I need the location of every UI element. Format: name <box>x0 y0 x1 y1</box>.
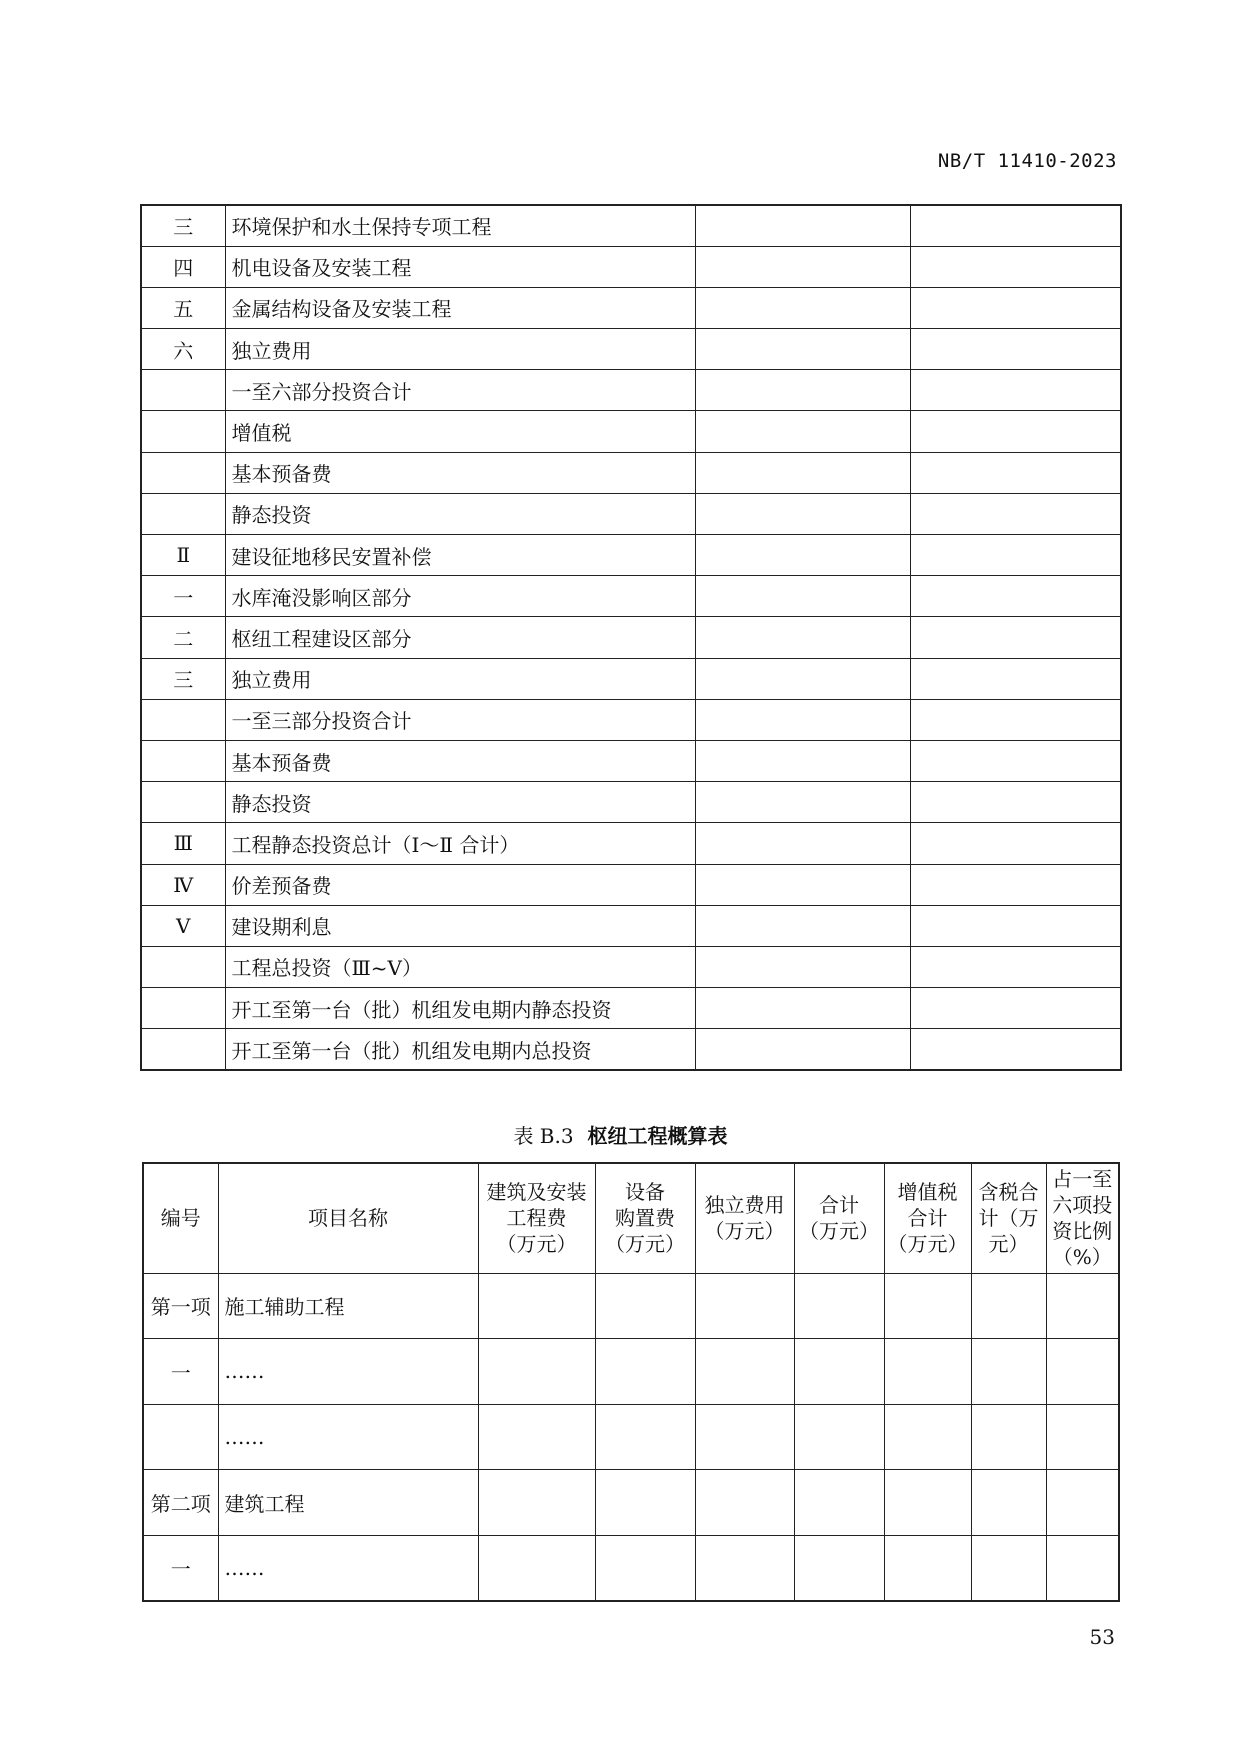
row-number <box>141 946 225 987</box>
value-cell <box>595 1535 695 1601</box>
row-item-name: 施工辅助工程 <box>218 1273 478 1339</box>
row-number <box>141 411 225 452</box>
value-cell <box>695 617 910 658</box>
value-cell <box>478 1339 595 1405</box>
value-cell <box>884 1404 971 1470</box>
table-row <box>141 535 1121 576</box>
row-item-name: …… <box>218 1339 478 1405</box>
row-number: 二 <box>141 617 225 658</box>
table-row <box>141 699 1121 740</box>
column-header-line: 建筑及安装 <box>486 1180 587 1205</box>
table-row <box>141 576 1121 617</box>
value-cell <box>1046 1535 1119 1601</box>
value-cell <box>478 1404 595 1470</box>
row-item-name: 工程静态投资总计（Ⅰ～Ⅱ 合计） <box>225 823 695 864</box>
value-cell <box>695 1470 794 1536</box>
table-row <box>143 1535 1119 1601</box>
value-cell <box>910 287 1121 328</box>
hub-project-estimate-table <box>142 1162 1120 1602</box>
value-cell <box>910 370 1121 411</box>
column-header-line: 资比例 <box>1052 1219 1113 1244</box>
row-item-name: 基本预备费 <box>225 452 695 493</box>
row-number <box>141 988 225 1029</box>
value-cell <box>910 658 1121 699</box>
row-number: Ⅳ <box>141 864 225 905</box>
row-number: 第二项 <box>143 1470 218 1536</box>
value-cell <box>695 946 910 987</box>
value-cell <box>695 535 910 576</box>
table-row <box>143 1470 1119 1536</box>
table-row <box>141 823 1121 864</box>
value-cell <box>884 1339 971 1405</box>
row-number <box>141 452 225 493</box>
row-number <box>141 1029 225 1070</box>
value-cell <box>1046 1470 1119 1536</box>
row-item-name: 建筑工程 <box>218 1470 478 1536</box>
value-cell <box>695 411 910 452</box>
row-item-name: 环境保护和水土保持专项工程 <box>225 205 695 246</box>
value-cell <box>695 782 910 823</box>
table-row <box>141 287 1121 328</box>
value-cell <box>794 1273 884 1339</box>
row-number: 四 <box>141 246 225 287</box>
value-cell <box>910 988 1121 1029</box>
value-cell <box>695 1404 794 1470</box>
value-cell <box>884 1470 971 1536</box>
page-number: 53 <box>1089 1625 1115 1649</box>
row-number <box>141 782 225 823</box>
row-item-name: 建设征地移民安置补偿 <box>225 535 695 576</box>
row-item-name: 静态投资 <box>225 493 695 534</box>
value-cell <box>695 905 910 946</box>
row-item-name: 静态投资 <box>225 782 695 823</box>
column-header-line: （万元） <box>496 1232 577 1257</box>
row-item-name: …… <box>218 1404 478 1470</box>
value-cell <box>971 1273 1046 1339</box>
value-cell <box>478 1535 595 1601</box>
column-header-line: 合计 <box>907 1206 948 1231</box>
column-header-line: 含税合 <box>978 1180 1039 1205</box>
value-cell <box>595 1404 695 1470</box>
row-number: Ⅴ <box>141 905 225 946</box>
row-number: 三 <box>141 205 225 246</box>
column-header <box>971 1163 1046 1273</box>
value-cell <box>695 1029 910 1070</box>
value-cell <box>1046 1404 1119 1470</box>
value-cell <box>695 658 910 699</box>
column-header-line: （万元） <box>887 1232 968 1257</box>
value-cell <box>910 535 1121 576</box>
value-cell <box>695 205 910 246</box>
table-row <box>141 658 1121 699</box>
value-cell <box>910 905 1121 946</box>
column-header <box>143 1163 218 1273</box>
table-row <box>141 988 1121 1029</box>
table-row <box>141 205 1121 246</box>
row-item-name: …… <box>218 1535 478 1601</box>
table-row <box>141 246 1121 287</box>
value-cell <box>695 1535 794 1601</box>
column-header <box>695 1163 794 1273</box>
table-row <box>141 1029 1121 1070</box>
value-cell <box>910 699 1121 740</box>
row-number: 六 <box>141 329 225 370</box>
value-cell <box>884 1535 971 1601</box>
table-row <box>141 411 1121 452</box>
value-cell <box>695 864 910 905</box>
row-item-name: 金属结构设备及安装工程 <box>225 287 695 328</box>
value-cell <box>794 1339 884 1405</box>
row-number <box>141 699 225 740</box>
value-cell <box>695 988 910 1029</box>
column-header-line: 元） <box>988 1232 1029 1257</box>
table-caption-title: 枢纽工程概算表 <box>587 1124 728 1148</box>
row-item-name: 一至六部分投资合计 <box>225 370 695 411</box>
column-header-line: 工程费 <box>506 1206 567 1231</box>
table-row <box>143 1339 1119 1405</box>
column-header <box>595 1163 695 1273</box>
table-caption <box>0 1120 1241 1149</box>
row-number <box>141 370 225 411</box>
column-header-line: 设备 <box>625 1180 665 1205</box>
value-cell <box>478 1470 595 1536</box>
value-cell <box>695 246 910 287</box>
column-header-line: 独立费用 <box>704 1193 785 1218</box>
value-cell <box>695 823 910 864</box>
value-cell <box>910 576 1121 617</box>
column-header-line: 编号 <box>160 1206 201 1231</box>
standard-code: NB/T 11410-2023 <box>937 150 1117 172</box>
column-header-line: 占一至 <box>1052 1167 1113 1192</box>
value-cell <box>595 1470 695 1536</box>
column-header-line: 增值税 <box>897 1180 958 1205</box>
row-number: 一 <box>143 1535 218 1601</box>
value-cell <box>695 493 910 534</box>
row-item-name: 开工至第一台（批）机组发电期内总投资 <box>225 1029 695 1070</box>
column-header <box>794 1163 884 1273</box>
value-cell <box>695 370 910 411</box>
investment-summary-table <box>140 204 1122 1071</box>
row-item-name: 工程总投资（Ⅲ~Ⅴ） <box>225 946 695 987</box>
row-item-name: 独立费用 <box>225 658 695 699</box>
column-header-line: 项目名称 <box>308 1206 388 1231</box>
value-cell <box>910 617 1121 658</box>
value-cell <box>910 329 1121 370</box>
value-cell <box>910 452 1121 493</box>
row-number: 三 <box>141 658 225 699</box>
value-cell <box>478 1273 595 1339</box>
row-number: 五 <box>141 287 225 328</box>
column-header <box>218 1163 478 1273</box>
value-cell <box>910 205 1121 246</box>
row-number: 第一项 <box>143 1273 218 1339</box>
row-number: Ⅲ <box>141 823 225 864</box>
value-cell <box>910 864 1121 905</box>
value-cell <box>695 452 910 493</box>
column-header <box>478 1163 595 1273</box>
row-number <box>141 493 225 534</box>
value-cell <box>910 411 1121 452</box>
table-row <box>141 864 1121 905</box>
row-number: 一 <box>141 576 225 617</box>
value-cell <box>695 576 910 617</box>
column-header-line: （万元） <box>704 1219 785 1244</box>
column-header-line: 购置费 <box>615 1206 675 1231</box>
column-header <box>1046 1163 1119 1273</box>
column-header-line: （万元） <box>605 1232 685 1257</box>
value-cell <box>910 823 1121 864</box>
value-cell <box>1046 1273 1119 1339</box>
column-header-line: 计（万 <box>978 1206 1039 1231</box>
value-cell <box>595 1339 695 1405</box>
row-item-name: 价差预备费 <box>225 864 695 905</box>
value-cell <box>794 1470 884 1536</box>
row-item-name: 枢纽工程建设区部分 <box>225 617 695 658</box>
value-cell <box>1046 1339 1119 1405</box>
value-cell <box>910 1029 1121 1070</box>
column-header-line: （%） <box>1052 1245 1112 1270</box>
table-row <box>141 617 1121 658</box>
value-cell <box>971 1470 1046 1536</box>
value-cell <box>695 1339 794 1405</box>
table-row <box>141 452 1121 493</box>
row-number <box>143 1404 218 1470</box>
column-header-line: 合计 <box>819 1193 859 1218</box>
row-item-name: 基本预备费 <box>225 740 695 781</box>
row-number: Ⅱ <box>141 535 225 576</box>
value-cell <box>695 329 910 370</box>
row-item-name: 增值税 <box>225 411 695 452</box>
row-item-name: 水库淹没影响区部分 <box>225 576 695 617</box>
table-row <box>143 1273 1119 1339</box>
row-item-name: 机电设备及安装工程 <box>225 246 695 287</box>
table-row <box>141 329 1121 370</box>
table-caption-number: 表 B.3 <box>513 1124 574 1148</box>
table-row <box>141 905 1121 946</box>
column-header <box>884 1163 971 1273</box>
row-item-name: 建设期利息 <box>225 905 695 946</box>
value-cell <box>595 1273 695 1339</box>
value-cell <box>695 740 910 781</box>
value-cell <box>695 699 910 740</box>
table-row <box>141 782 1121 823</box>
value-cell <box>910 740 1121 781</box>
row-number <box>141 740 225 781</box>
table-row <box>141 740 1121 781</box>
value-cell <box>884 1273 971 1339</box>
value-cell <box>910 782 1121 823</box>
table-row <box>143 1404 1119 1470</box>
table-row <box>141 493 1121 534</box>
value-cell <box>971 1404 1046 1470</box>
value-cell <box>910 246 1121 287</box>
row-item-name: 独立费用 <box>225 329 695 370</box>
row-item-name: 一至三部分投资合计 <box>225 699 695 740</box>
column-header-line: 六项投 <box>1052 1193 1113 1218</box>
value-cell <box>971 1339 1046 1405</box>
table-row <box>141 946 1121 987</box>
table-row <box>141 370 1121 411</box>
row-item-name: 开工至第一台（批）机组发电期内静态投资 <box>225 988 695 1029</box>
value-cell <box>910 946 1121 987</box>
row-number: 一 <box>143 1339 218 1405</box>
value-cell <box>794 1404 884 1470</box>
value-cell <box>910 493 1121 534</box>
value-cell <box>971 1535 1046 1601</box>
column-header-line: （万元） <box>799 1219 879 1244</box>
value-cell <box>794 1535 884 1601</box>
value-cell <box>695 1273 794 1339</box>
value-cell <box>695 287 910 328</box>
